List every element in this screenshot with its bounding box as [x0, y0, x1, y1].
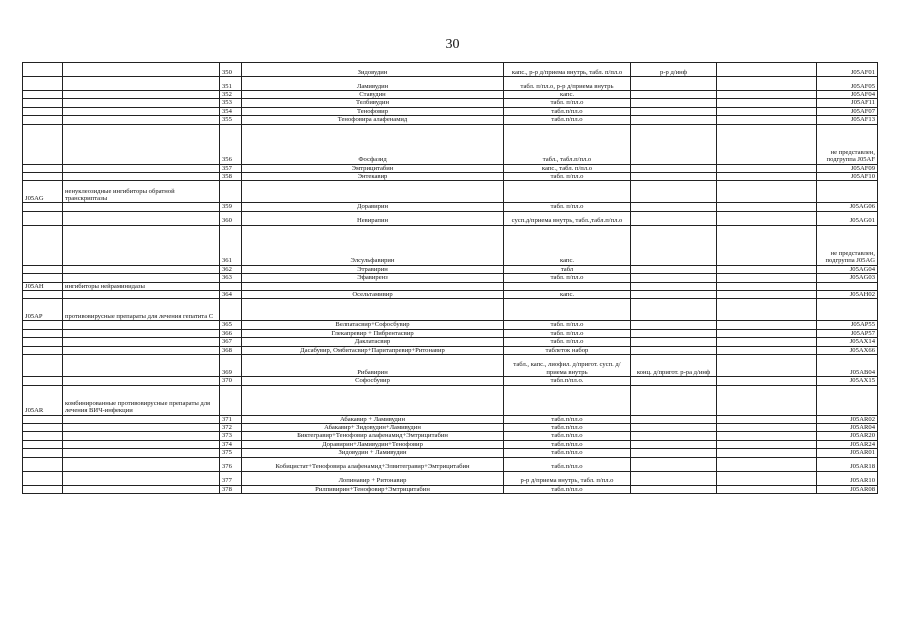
dosage-form: табл.п/пл.о [504, 457, 631, 471]
dosage-form: табл.п/пл.о [504, 485, 631, 493]
drug-row [23, 440, 878, 448]
atc-code: J05AR01 [817, 449, 878, 457]
empty-cell [63, 471, 220, 485]
atc-code: J05AG04 [817, 265, 878, 273]
row-number: 350 [220, 63, 242, 77]
empty-cell [23, 124, 63, 164]
drug-name: Софосбувир [242, 377, 504, 385]
empty-cell [63, 99, 220, 107]
dosage-form: капс. [504, 91, 631, 99]
dosage-form: табл.п/пл.о [504, 415, 631, 423]
drug-row [23, 77, 878, 91]
drug-name: Биктегравир+Тенофовир алафенамид+Эмтрицитабин [242, 432, 504, 440]
dosage-form: табл. п/пл.о [504, 329, 631, 337]
row-number: 372 [220, 423, 242, 431]
empty-cell [63, 77, 220, 91]
row-number: 355 [220, 116, 242, 124]
atc-code: J05AR08 [817, 485, 878, 493]
drug-name: Осельтамивир [242, 291, 504, 299]
empty-cell [63, 107, 220, 115]
empty-cell [63, 124, 220, 164]
drug-name: Эмтрицитабин [242, 164, 504, 172]
dosage-form: табл., капс., лиофил. д/пригот. сусп. д/приема внутрь [504, 355, 631, 377]
drug-row [23, 107, 878, 115]
drug-name: Рибавирин [242, 355, 504, 377]
atc-code: J05AF05 [817, 77, 878, 91]
empty-cell [23, 329, 63, 337]
empty-cell [717, 274, 817, 282]
dosage-form: табл., табл.п/пл.о [504, 124, 631, 164]
dosage-form-secondary [631, 291, 717, 299]
drug-name: Этравирин [242, 265, 504, 273]
empty-cell [504, 282, 631, 290]
empty-cell [23, 274, 63, 282]
drug-name: Абакавир + Ламивудин [242, 415, 504, 423]
row-number: 371 [220, 415, 242, 423]
atc-group-code: J05AR [23, 385, 63, 415]
drug-row [23, 203, 878, 211]
empty-cell [717, 440, 817, 448]
drug-row [23, 423, 878, 431]
atc-code: J05AB04 [817, 355, 878, 377]
dosage-form-secondary: конц. д/пригот. р-ра д/инф [631, 355, 717, 377]
dosage-form: табл. п/пл.о [504, 321, 631, 329]
empty-cell [63, 457, 220, 471]
drug-row [23, 338, 878, 346]
dosage-form-secondary [631, 457, 717, 471]
empty-cell [717, 329, 817, 337]
empty-cell [63, 291, 220, 299]
empty-cell [717, 265, 817, 273]
drug-name: Кобицистат+Тенофовира алафенамид+Элвитегравир+Эмтрицитабин [242, 457, 504, 471]
row-number: 369 [220, 355, 242, 377]
empty-cell [242, 282, 504, 290]
dosage-form-secondary [631, 91, 717, 99]
group-row [23, 282, 878, 290]
atc-code: J05AR24 [817, 440, 878, 448]
empty-cell [717, 415, 817, 423]
empty-cell [63, 338, 220, 346]
atc-code: J05AF10 [817, 173, 878, 181]
row-number: 370 [220, 377, 242, 385]
dosage-form-secondary [631, 377, 717, 385]
atc-code: J05AR04 [817, 423, 878, 431]
atc-group-code: J05AP [23, 299, 63, 321]
empty-cell [717, 91, 817, 99]
drug-row [23, 329, 878, 337]
dosage-form-secondary [631, 99, 717, 107]
dosage-form-secondary [631, 203, 717, 211]
dosage-form-secondary [631, 173, 717, 181]
empty-cell [63, 377, 220, 385]
empty-cell [717, 173, 817, 181]
empty-cell [23, 432, 63, 440]
empty-cell [717, 338, 817, 346]
drug-name: Зидовудин + Ламивудин [242, 449, 504, 457]
drug-name: Зидовудин [242, 63, 504, 77]
row-number: 377 [220, 471, 242, 485]
drug-row [23, 377, 878, 385]
empty-cell [23, 225, 63, 265]
empty-cell [63, 274, 220, 282]
atc-code: J05AF07 [817, 107, 878, 115]
dosage-form-secondary [631, 265, 717, 273]
atc-group-label: ненуклеозидные ингибиторы обратной транскриптазы [63, 181, 220, 203]
drug-name: Абакавир+ Зидовудин+Ламивудин [242, 423, 504, 431]
empty-cell [23, 377, 63, 385]
empty-cell [717, 299, 817, 321]
empty-cell [631, 181, 717, 203]
empty-cell [63, 211, 220, 225]
dosage-form: табл.п/пл.о. [504, 377, 631, 385]
atc-code: J05AF09 [817, 164, 878, 172]
atc-code: J05AF11 [817, 99, 878, 107]
drug-row [23, 471, 878, 485]
atc-code: J05AG03 [817, 274, 878, 282]
row-number: 366 [220, 329, 242, 337]
empty-cell [23, 91, 63, 99]
row-number: 363 [220, 274, 242, 282]
drug-row [23, 116, 878, 124]
row-number: 361 [220, 225, 242, 265]
empty-cell [817, 181, 878, 203]
empty-cell [717, 124, 817, 164]
empty-cell [717, 377, 817, 385]
empty-cell [63, 63, 220, 77]
dosage-form-secondary [631, 164, 717, 172]
row-number: 362 [220, 265, 242, 273]
drug-row [23, 211, 878, 225]
drug-name: Ставудин [242, 91, 504, 99]
drug-name: Дасабувир, Омбитасвир+Паритапревир+Ритонавир [242, 346, 504, 354]
empty-cell [63, 203, 220, 211]
empty-cell [63, 164, 220, 172]
dosage-form-secondary [631, 274, 717, 282]
empty-cell [23, 415, 63, 423]
empty-cell [23, 77, 63, 91]
row-number: 359 [220, 203, 242, 211]
row-number: 358 [220, 173, 242, 181]
empty-cell [717, 355, 817, 377]
dosage-form: табл.п/пл.о [504, 423, 631, 431]
drug-name: Телбивудин [242, 99, 504, 107]
drug-name: Ламивудин [242, 77, 504, 91]
empty-cell [717, 99, 817, 107]
atc-code: J05AX14 [817, 338, 878, 346]
drug-row [23, 124, 878, 164]
dosage-form-secondary [631, 321, 717, 329]
empty-cell [63, 91, 220, 99]
empty-cell [23, 321, 63, 329]
dosage-form: капс., табл. п/пл.о [504, 164, 631, 172]
atc-code: J05AF01 [817, 63, 878, 77]
empty-cell [63, 415, 220, 423]
empty-cell [23, 203, 63, 211]
drug-name: Невирапин [242, 211, 504, 225]
drug-name: Доравирин+Ламивудин+Тенофовир [242, 440, 504, 448]
dosage-form-secondary [631, 211, 717, 225]
dosage-form: табл. п/пл.о [504, 338, 631, 346]
empty-cell [817, 385, 878, 415]
empty-cell [717, 385, 817, 415]
dosage-form-secondary [631, 338, 717, 346]
empty-cell [23, 164, 63, 172]
dosage-form-secondary [631, 485, 717, 493]
empty-cell [23, 457, 63, 471]
empty-cell [23, 291, 63, 299]
empty-cell [220, 181, 242, 203]
empty-cell [23, 173, 63, 181]
dosage-form-secondary [631, 225, 717, 265]
empty-cell [23, 99, 63, 107]
group-row [23, 181, 878, 203]
empty-cell [23, 63, 63, 77]
drug-row [23, 225, 878, 265]
empty-cell [63, 116, 220, 124]
drug-row [23, 291, 878, 299]
drug-name: Велпатасвир+Софосбувир [242, 321, 504, 329]
empty-cell [504, 385, 631, 415]
empty-cell [504, 181, 631, 203]
empty-cell [717, 449, 817, 457]
empty-cell [717, 203, 817, 211]
dosage-form: табл. п/пл.о [504, 274, 631, 282]
page-number: 30 [445, 37, 460, 52]
atc-code: J05AX66 [817, 346, 878, 354]
atc-group-label: противовирусные препараты для лечения гепатита С [63, 299, 220, 321]
empty-cell [717, 471, 817, 485]
row-number: 365 [220, 321, 242, 329]
dosage-form: табл. п/пл.о [504, 99, 631, 107]
drug-name: Доравирин [242, 203, 504, 211]
dosage-form-secondary [631, 107, 717, 115]
empty-cell [717, 211, 817, 225]
empty-cell [63, 423, 220, 431]
row-number: 368 [220, 346, 242, 354]
drug-row [23, 432, 878, 440]
dosage-form: табл. п/пл.о, р-р д/приема внутрь [504, 77, 631, 91]
empty-cell [23, 449, 63, 457]
drug-row [23, 346, 878, 354]
row-number: 378 [220, 485, 242, 493]
empty-cell [717, 225, 817, 265]
empty-cell [63, 225, 220, 265]
atc-code: не представлен, подгруппа J05AF [817, 124, 878, 164]
dosage-form: капс. [504, 225, 631, 265]
row-number: 352 [220, 91, 242, 99]
empty-cell [63, 440, 220, 448]
row-number: 364 [220, 291, 242, 299]
empty-cell [242, 181, 504, 203]
empty-cell [717, 432, 817, 440]
drug-row [23, 485, 878, 493]
dosage-form: табл [504, 265, 631, 273]
empty-cell [220, 299, 242, 321]
drug-name: Рилпивирин+Тенофовир+Эмтрицитабин [242, 485, 504, 493]
empty-cell [717, 457, 817, 471]
atc-code: J05AF13 [817, 116, 878, 124]
empty-cell [23, 346, 63, 354]
drug-name: Элсульфавирин [242, 225, 504, 265]
drug-row [23, 91, 878, 99]
empty-cell [23, 116, 63, 124]
drug-row [23, 449, 878, 457]
drug-row [23, 355, 878, 377]
dosage-form: сусп.д/приема внутрь, табл.,табл.п/пл.о [504, 211, 631, 225]
empty-cell [717, 63, 817, 77]
dosage-form: табл.п/пл.о [504, 440, 631, 448]
empty-cell [631, 282, 717, 290]
drug-row [23, 99, 878, 107]
atc-code: J05AX15 [817, 377, 878, 385]
dosage-form: табл. п/пл.о [504, 203, 631, 211]
atc-code: не представлен, подгруппа J05AG [817, 225, 878, 265]
empty-cell [63, 346, 220, 354]
drug-name: Глекапревир + Пибрентасвир [242, 329, 504, 337]
dosage-form-secondary: р-р д/инф [631, 63, 717, 77]
empty-cell [23, 440, 63, 448]
drug-row [23, 265, 878, 273]
dosage-form-secondary [631, 124, 717, 164]
row-number: 375 [220, 449, 242, 457]
row-number: 376 [220, 457, 242, 471]
dosage-form-secondary [631, 449, 717, 457]
empty-cell [717, 321, 817, 329]
drug-row [23, 415, 878, 423]
empty-cell [717, 291, 817, 299]
atc-group-code: J05AG [23, 181, 63, 203]
empty-cell [220, 385, 242, 415]
atc-code: J05AP55 [817, 321, 878, 329]
empty-cell [63, 432, 220, 440]
row-number: 373 [220, 432, 242, 440]
dosage-form: табл.п/пл.о [504, 107, 631, 115]
atc-code: J05AF04 [817, 91, 878, 99]
empty-cell [23, 107, 63, 115]
dosage-form-secondary [631, 440, 717, 448]
drug-row [23, 274, 878, 282]
empty-cell [717, 116, 817, 124]
drug-name: Тенофовир [242, 107, 504, 115]
row-number: 351 [220, 77, 242, 91]
dosage-form-secondary [631, 329, 717, 337]
empty-cell [63, 321, 220, 329]
empty-cell [717, 77, 817, 91]
empty-cell [717, 346, 817, 354]
empty-cell [63, 265, 220, 273]
dosage-form: капс. [504, 291, 631, 299]
dosage-form: р-р д/приема внутрь, табл. п/пл.о [504, 471, 631, 485]
row-number: 356 [220, 124, 242, 164]
drug-name: Энтекавир [242, 173, 504, 181]
empty-cell [23, 485, 63, 493]
dosage-form-secondary [631, 432, 717, 440]
dosage-form-secondary [631, 346, 717, 354]
empty-cell [631, 299, 717, 321]
atc-code: J05AG06 [817, 203, 878, 211]
drug-row [23, 457, 878, 471]
empty-cell [63, 329, 220, 337]
drug-name: Эфавиренз [242, 274, 504, 282]
empty-cell [63, 355, 220, 377]
dosage-form: таблеток набор [504, 346, 631, 354]
dosage-form: табл.п/пл.о [504, 116, 631, 124]
drug-name: Фосфазид [242, 124, 504, 164]
row-number: 354 [220, 107, 242, 115]
empty-cell [717, 181, 817, 203]
empty-cell [717, 282, 817, 290]
row-number: 374 [220, 440, 242, 448]
dosage-form: табл.п/пл.о [504, 449, 631, 457]
empty-cell [23, 471, 63, 485]
empty-cell [23, 423, 63, 431]
dosage-form: капс., р-р д/приема внутрь, табл. п/пл.о [504, 63, 631, 77]
empty-cell [23, 355, 63, 377]
dosage-form-secondary [631, 116, 717, 124]
atc-code: J05AR18 [817, 457, 878, 471]
atc-code: J05AR20 [817, 432, 878, 440]
dosage-form-secondary [631, 415, 717, 423]
drug-name: Лопинавир + Ритонавир [242, 471, 504, 485]
empty-cell [23, 211, 63, 225]
empty-cell [504, 299, 631, 321]
empty-cell [631, 385, 717, 415]
dosage-form-secondary [631, 423, 717, 431]
drug-row [23, 63, 878, 77]
atc-group-code: J05AH [23, 282, 63, 290]
empty-cell [63, 449, 220, 457]
drug-name: Тенофовира алафенамид [242, 116, 504, 124]
row-number: 360 [220, 211, 242, 225]
atc-code: J05AR10 [817, 471, 878, 485]
group-row [23, 385, 878, 415]
atc-code: J05AG01 [817, 211, 878, 225]
row-number: 353 [220, 99, 242, 107]
dosage-form-secondary [631, 471, 717, 485]
empty-cell [817, 282, 878, 290]
dosage-form: табл. п/пл.о [504, 173, 631, 181]
atc-group-label: ингибиторы нейраминидазы [63, 282, 220, 290]
empty-cell [220, 282, 242, 290]
empty-cell [63, 485, 220, 493]
dosage-form-secondary [631, 77, 717, 91]
empty-cell [23, 265, 63, 273]
row-number: 357 [220, 164, 242, 172]
drug-row [23, 164, 878, 172]
drug-row [23, 321, 878, 329]
empty-cell [717, 107, 817, 115]
row-number: 367 [220, 338, 242, 346]
empty-cell [63, 173, 220, 181]
atc-code: J05AP57 [817, 329, 878, 337]
empty-cell [23, 338, 63, 346]
drug-name: Даклатасвир [242, 338, 504, 346]
atc-group-label: комбинированные противовирусные препараты для лечения ВИЧ-инфекции [63, 385, 220, 415]
empty-cell [717, 164, 817, 172]
dosage-form: табл.п/пл.о [504, 432, 631, 440]
atc-code: J05AR02 [817, 415, 878, 423]
atc-code: J05AH02 [817, 291, 878, 299]
drug-row [23, 173, 878, 181]
empty-cell [242, 385, 504, 415]
empty-cell [242, 299, 504, 321]
empty-cell [817, 299, 878, 321]
group-row [23, 299, 878, 321]
drug-table [22, 62, 878, 494]
empty-cell [717, 423, 817, 431]
empty-cell [717, 485, 817, 493]
